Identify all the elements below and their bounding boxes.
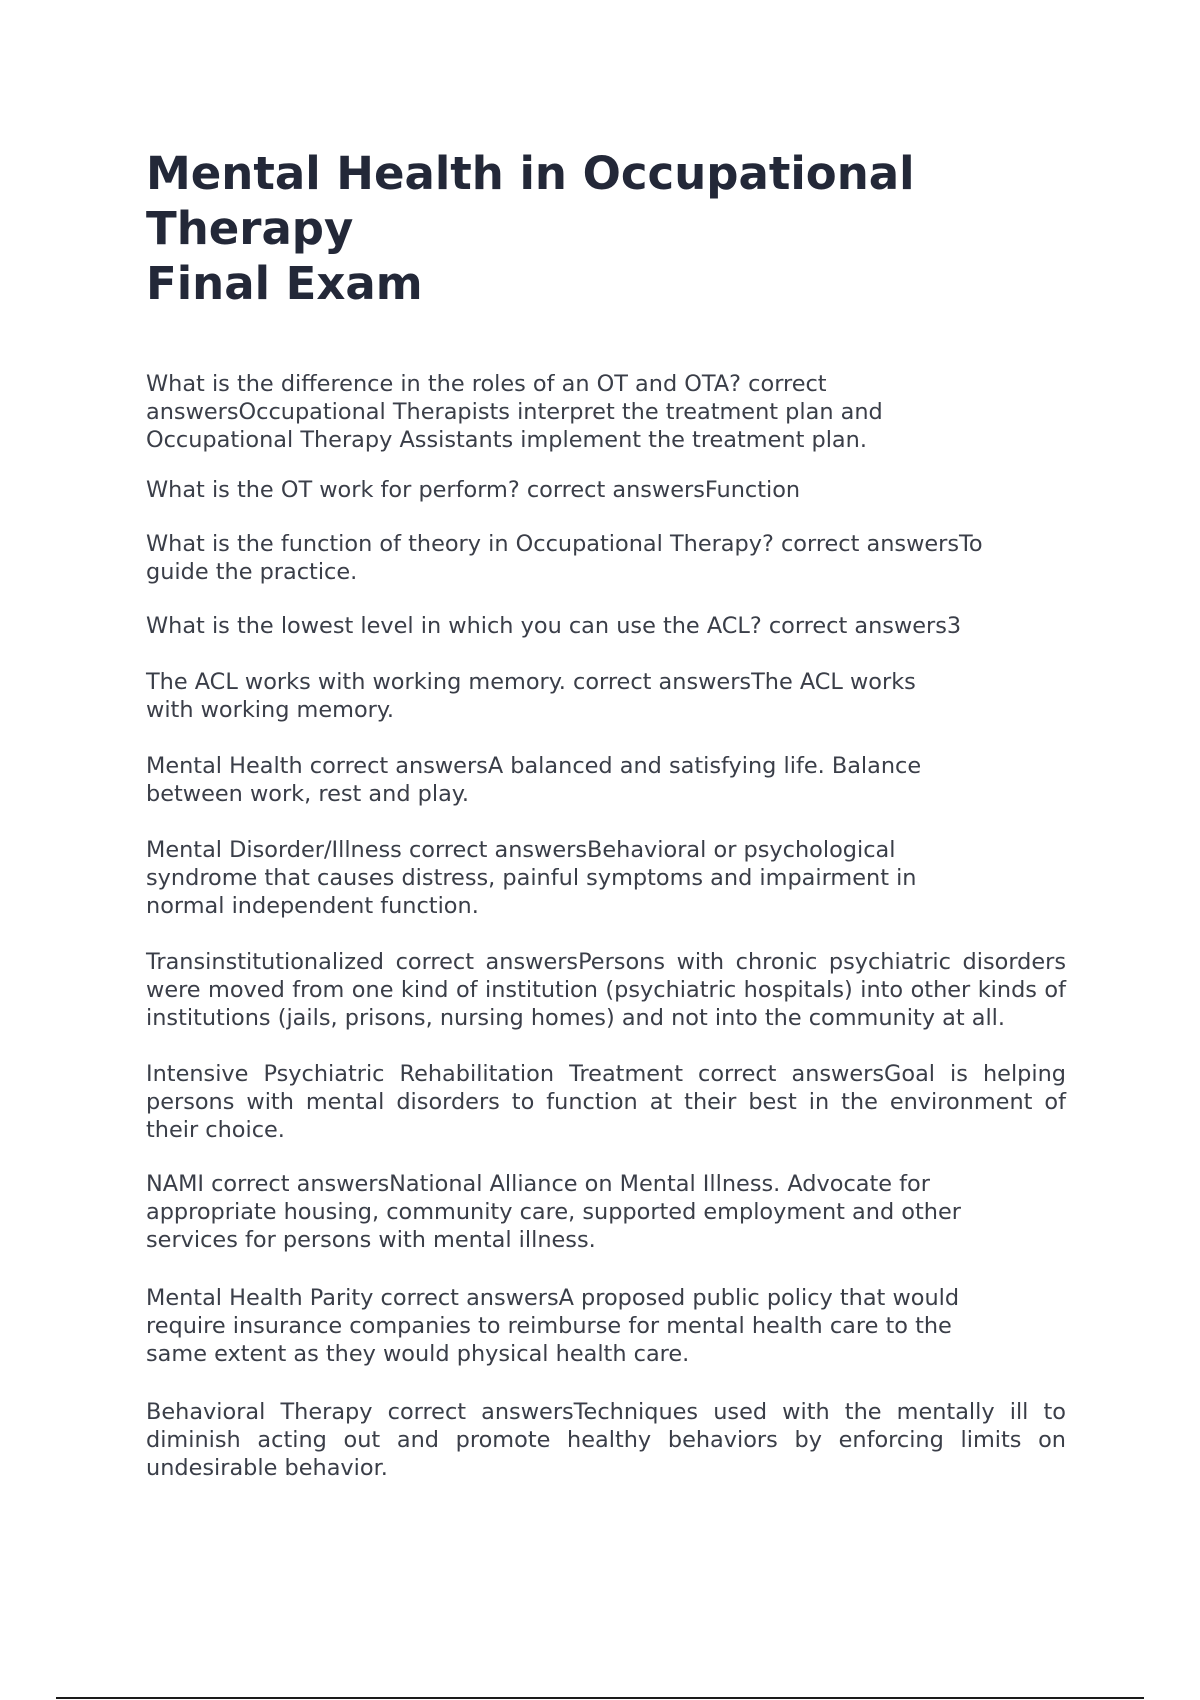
qa-item: Mental Health correct answersA balanced and satisfying life. Balance between work, rest and play. [146,753,922,807]
qa-item: The ACL works with working memory. correct answersThe ACL works with working memory. [146,669,916,723]
qa-list [146,370,1066,1482]
qa-item: What is the function of theory in Occupational Therapy? correct answersTo guide the practice. [146,531,983,585]
qa-item: Mental Disorder/Illness correct answersBehavioral or psychological syndrome that causes distress, painful symptoms and impairment in normal independent function. [146,837,917,919]
qa-item: Behavioral Therapy correct answersTechniques used with the mentally ill to diminish acting out and promote healthy behaviors by enforcing limits on undesirable behavior. [146,1399,1066,1481]
qa-item: Transinstitutionalized correct answersPersons with chronic psychiatric disorders were moved from one kind of institution (psychiatric hospitals) into other kinds of institutions (jails, prisons, nursing homes) and not into the community at all. [146,949,1066,1031]
qa-item: Intensive Psychiatric Rehabilitation Treatment correct answersGoal is helping persons with mental disorders to function at their best in the environment of their choice. [146,1061,1066,1143]
page-bottom-divider [56,1697,1144,1699]
page-title: Mental Health in Occupational Therapy Final Exam [146,147,915,310]
qa-item: Mental Health Parity correct answersA proposed public policy that would require insurance companies to reimburse for mental health care to the same extent as they would physical health care. [146,1285,960,1367]
qa-item: What is the OT work for perform? correct answersFunction [146,477,801,503]
qa-item: NAMI correct answersNational Alliance on Mental Illness. Advocate for appropriate housing, community care, supported employment and other services for persons with mental illness. [146,1171,961,1253]
qa-item: What is the lowest level in which you can use the ACL? correct answers3 [146,613,962,639]
qa-item: What is the difference in the roles of an OT and OTA? correct answersOccupational Therapists interpret the treatment plan and Occupational Therapy Assistants implement the treatment plan. [146,371,883,453]
